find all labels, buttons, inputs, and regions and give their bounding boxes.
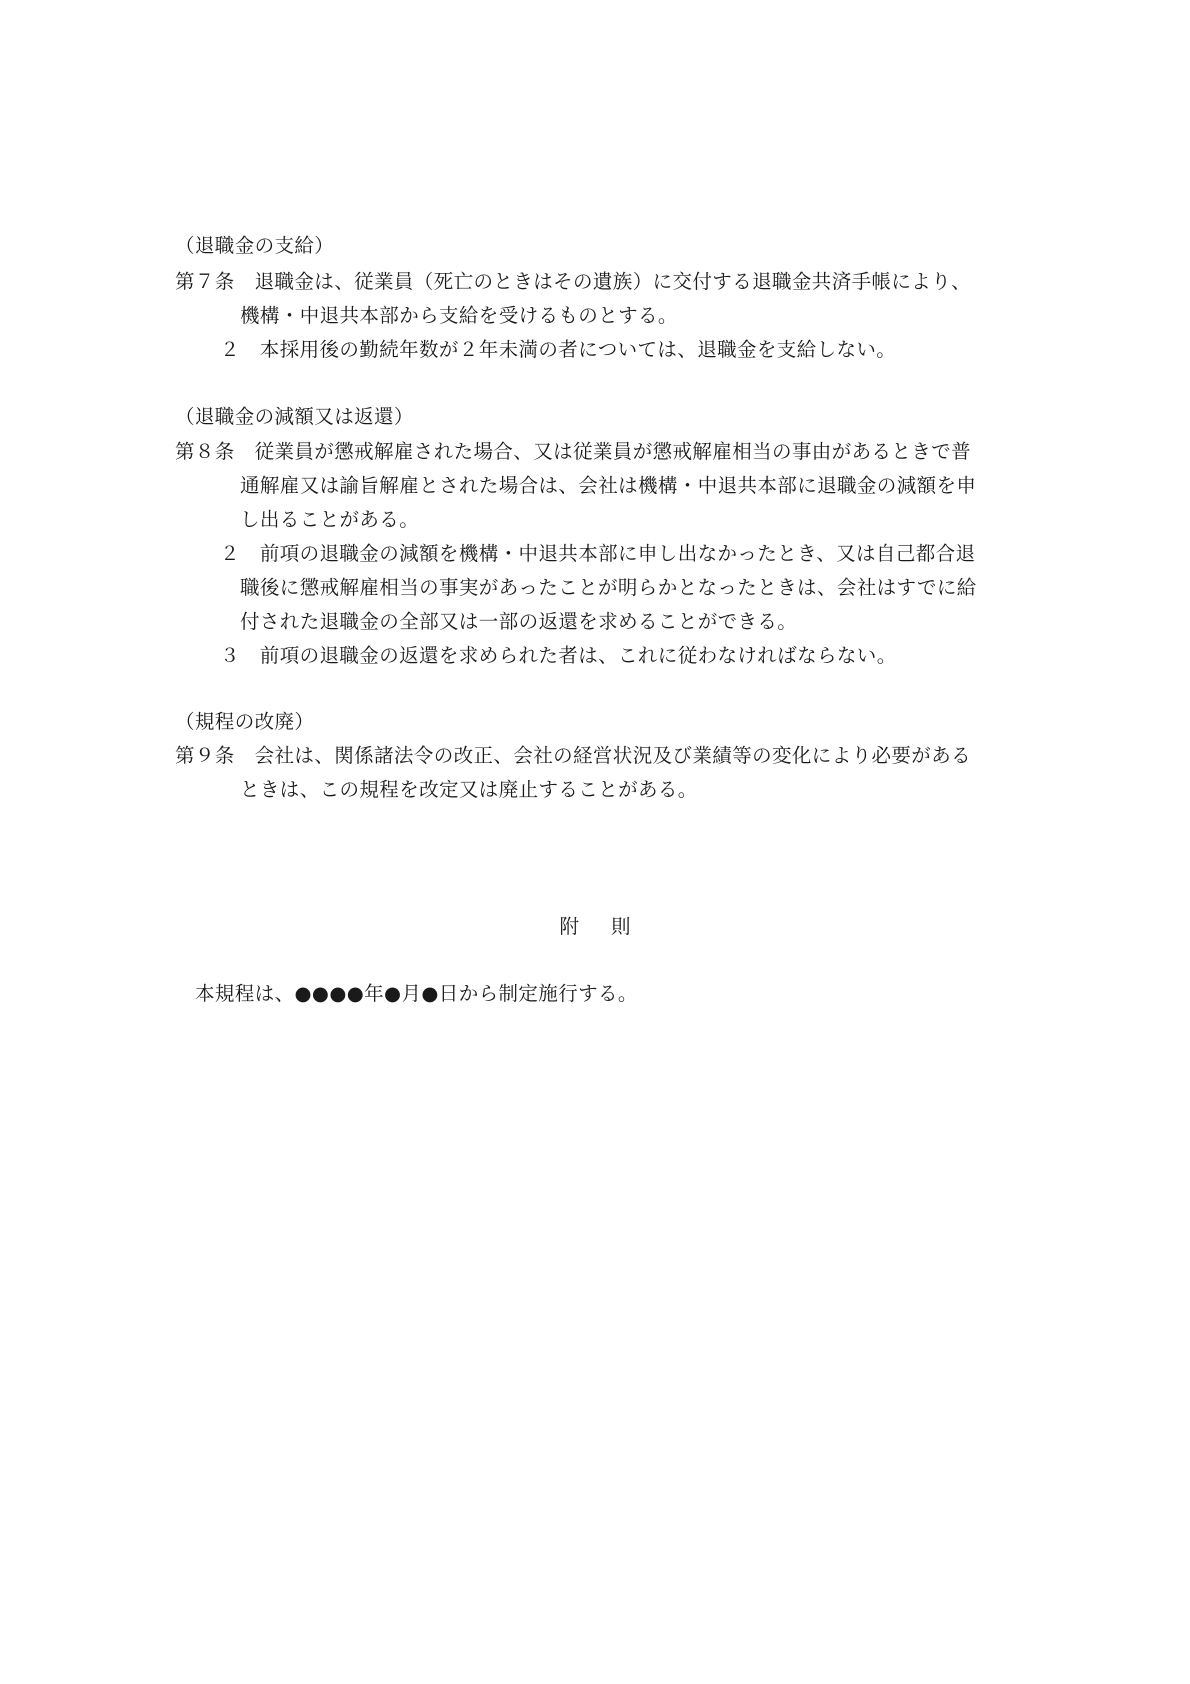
article-8-paragraph-2-line-1: ２ 前項の退職金の減額を機構・中退共本部に申し出なかったとき、又は自己都合退 — [220, 542, 976, 565]
supplementary-title: 附則 — [559, 915, 663, 938]
article-7-line-2: 機構・中退共本部から支給を受けるものとする。 — [240, 304, 678, 327]
article-8-paragraph-2-line-3: 付された退職金の全部又は一部の返還を求めることができる。 — [240, 610, 798, 633]
article-8-line-3: し出ることがある。 — [240, 508, 420, 531]
article-8-paragraph-2-line-2: 職後に懲戒解雇相当の事実があったことが明らかとなったときは、会社はすでに給 — [240, 576, 977, 599]
section-heading: （退職金の支給） — [175, 234, 335, 257]
article-8-line-2: 通解雇又は諭旨解雇とされた場合は、会社は機構・中退共本部に退職金の減額を申 — [240, 474, 977, 497]
article-9-line-2: ときは、この規程を改定又は廃止することがある。 — [240, 778, 698, 801]
supplementary-text: 本規程は、●●●●年●月●日から制定施行する。 — [195, 982, 638, 1005]
article-8-paragraph-3: ３ 前項の退職金の返還を求められた者は、これに従わなければならない。 — [220, 644, 897, 667]
article-8-line-1: 第８条 従業員が懲戒解雇された場合、又は従業員が懲戒解雇相当の事由があるときで普 — [175, 440, 972, 463]
article-7-paragraph-2: ２ 本採用後の勤続年数が２年未満の者については、退職金を支給しない。 — [220, 338, 897, 361]
article-7-line-1: 第７条 退職金は、従業員（死亡のときはその遺族）に交付する退職金共済手帳により、 — [175, 270, 972, 293]
article-9-line-1: 第９条 会社は、関係諸法令の改正、会社の経営状況及び業績等の変化により必要がある — [175, 744, 972, 767]
section-heading: （退職金の減額又は返還） — [175, 405, 414, 428]
section-heading: （規程の改廃） — [175, 710, 315, 733]
